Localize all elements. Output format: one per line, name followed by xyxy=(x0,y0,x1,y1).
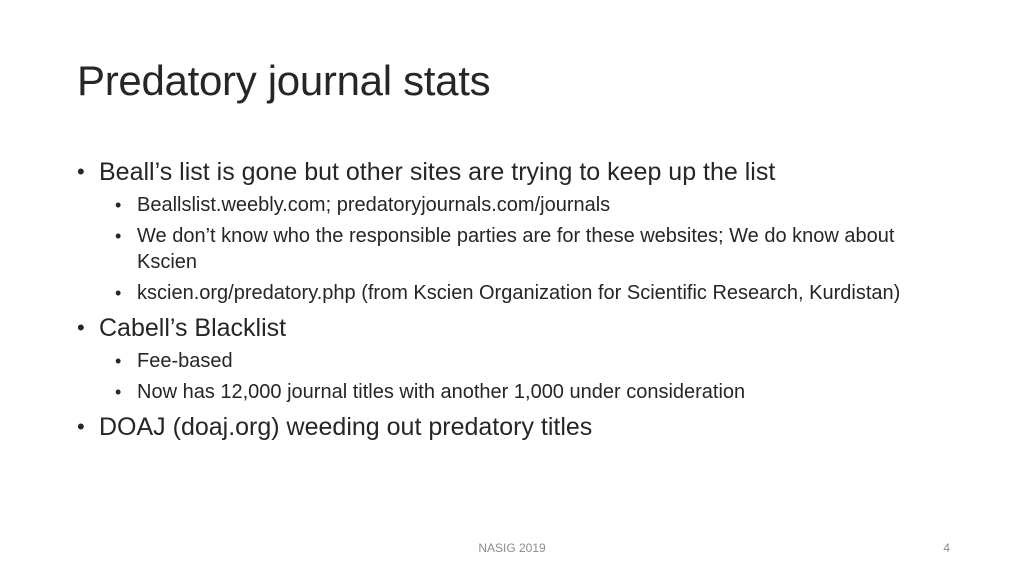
sub-bullet-text: kscien.org/predatory.php (from Kscien Organization for Scientific Research, Kurdistan) xyxy=(137,282,901,304)
bullet-icon: • xyxy=(115,382,122,402)
bullet-icon: • xyxy=(77,315,85,340)
sub-bullet-text: Fee-based xyxy=(137,350,233,372)
bullet-icon: • xyxy=(115,195,122,215)
bullet-icon: • xyxy=(115,283,122,303)
bullet-text: Beall’s list is gone but other sites are trying to keep up the list xyxy=(99,158,776,186)
sub-bullet-item xyxy=(115,192,937,218)
sub-bullet-text: Now has 12,000 journal titles with another 1,000 under consideration xyxy=(137,381,746,403)
footer-text: NASIG 2019 xyxy=(478,541,546,555)
bullet-text: DOAJ (doaj.org) weeding out predatory titles xyxy=(99,413,593,441)
sub-bullet-item xyxy=(115,280,937,306)
bullet-text: Cabell’s Blacklist xyxy=(99,314,287,342)
sub-bullet-item xyxy=(115,223,937,275)
sub-bullet-list xyxy=(99,348,957,405)
bullet-icon: • xyxy=(115,226,122,246)
sub-bullet-text: We don’t know who the responsible parties are for these websites; We do know about Kscien xyxy=(137,225,895,273)
bullet-item xyxy=(77,156,957,306)
slide-content xyxy=(77,156,957,449)
bullet-icon: • xyxy=(77,414,85,439)
sub-bullet-list xyxy=(99,192,957,306)
bullet-item xyxy=(77,312,957,405)
bullet-list xyxy=(77,156,957,443)
page-number: 4 xyxy=(943,541,950,555)
sub-bullet-item xyxy=(115,348,937,374)
bullet-icon: • xyxy=(115,351,122,371)
bullet-icon: • xyxy=(77,159,85,184)
sub-bullet-item xyxy=(115,379,937,405)
bullet-item xyxy=(77,411,957,443)
slide-title: Predatory journal stats xyxy=(77,57,491,104)
sub-bullet-text: Beallslist.weebly.com; predatoryjournals.com/journals xyxy=(137,194,611,216)
